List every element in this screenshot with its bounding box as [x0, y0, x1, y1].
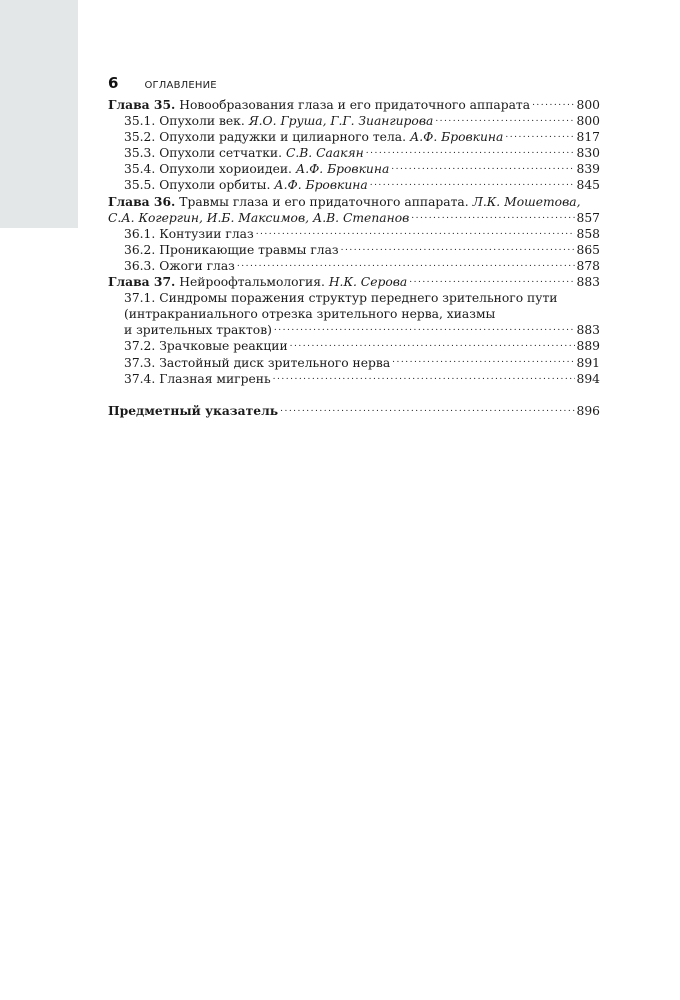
entry-number: 37.2. — [124, 339, 156, 354]
toc-entry-35-5[interactable] — [108, 177, 600, 193]
entry-author: С.В. Саакян — [285, 146, 364, 161]
entry-title: Опухоли век. — [159, 114, 245, 129]
entry-title: Зрачковые реакции — [159, 339, 288, 354]
entry-author: Я.О. Груша, Г.Г. Зиангирова — [248, 114, 434, 129]
page-ref: 891 — [576, 355, 600, 370]
page-header — [108, 74, 217, 94]
dot-leader — [273, 373, 575, 383]
toc-entry-chapter-37[interactable] — [108, 274, 600, 290]
entry-number: 35.2. — [124, 130, 156, 145]
page-ref: 857 — [576, 210, 600, 225]
entry-title: Опухоли орбиты. — [159, 178, 271, 193]
dot-leader — [341, 244, 575, 254]
entry-title-continued: (интракраниального отрезка зрительного нерва, хиазмы — [124, 307, 496, 322]
dot-leader — [274, 324, 575, 334]
entry-number: 35.5. — [124, 178, 156, 193]
entry-title-continued: и зрительных трактов) — [124, 323, 272, 338]
entry-title: Травмы глаза и его придаточного аппарата. — [179, 194, 469, 209]
dot-leader — [505, 131, 574, 141]
entry-title: Ожоги глаз — [159, 258, 235, 273]
entry-author: А.Ф. Бровкина — [409, 130, 504, 145]
toc-entry-35-3[interactable] — [108, 145, 600, 161]
dot-leader — [409, 276, 574, 286]
dot-leader — [391, 163, 574, 173]
dot-leader — [366, 147, 575, 157]
entry-title: Опухоли радужки и цилиарного тела. — [159, 130, 407, 145]
page-ref: 865 — [576, 242, 600, 257]
entry-title: Новообразования глаза и его придаточного аппарата — [179, 98, 531, 112]
table-of-contents — [108, 97, 600, 419]
entry-title: Глазная мигрень — [159, 371, 271, 386]
chapter-label: Глава 36. — [108, 193, 176, 209]
entry-title: Предметный указатель — [108, 402, 279, 418]
toc-entry-35-2[interactable] — [108, 129, 600, 145]
toc-entry-36-3[interactable] — [108, 258, 600, 274]
toc-entry-37-1[interactable] — [108, 290, 600, 306]
entry-title: Нейроофтальмология. — [179, 275, 325, 290]
page-ref: 894 — [576, 371, 600, 386]
dot-leader — [290, 340, 575, 350]
entry-author: Н.К. Серова — [328, 275, 408, 290]
page-ref: 830 — [576, 146, 600, 161]
page-ref: 883 — [576, 275, 600, 290]
page-number: 6 — [108, 74, 119, 92]
entry-number: 37.3. — [124, 355, 156, 370]
page-ref: 883 — [576, 323, 600, 338]
toc-entry-35-1[interactable] — [108, 113, 600, 129]
toc-entry-37-2[interactable] — [108, 338, 600, 354]
toc-entry-chapter-36-continued[interactable] — [108, 210, 600, 226]
section-spacer — [108, 387, 600, 403]
dot-leader — [435, 115, 574, 125]
entry-author: А.Ф. Бровкина — [295, 162, 390, 177]
entry-number: 37.4. — [124, 371, 156, 386]
dot-leader — [392, 357, 574, 367]
toc-entry-chapter-36[interactable] — [108, 194, 600, 210]
entry-title: Синдромы поражения структур переднего зрительного пути — [159, 291, 558, 306]
side-margin-band — [0, 0, 78, 228]
entry-number: 37.1. — [124, 291, 156, 306]
toc-entry-subject-index[interactable] — [108, 403, 600, 419]
dot-leader — [532, 99, 574, 109]
entry-number: 36.2. — [124, 242, 156, 257]
page-ref: 896 — [576, 403, 600, 418]
page-ref: 800 — [576, 114, 600, 129]
page-ref: 845 — [576, 178, 600, 193]
entry-number: 35.3. — [124, 146, 156, 161]
page-ref: 839 — [576, 162, 600, 177]
page-ref: 800 — [576, 98, 600, 112]
toc-entry-37-3[interactable] — [108, 355, 600, 371]
toc-entry-35-4[interactable] — [108, 161, 600, 177]
entry-number: 35.1. — [124, 114, 156, 129]
chapter-label: Глава 35. — [108, 97, 176, 112]
entry-author: Л.К. Мошетова, — [472, 194, 581, 209]
dot-leader — [370, 179, 575, 189]
entry-title: Опухоли хориоидеи. — [159, 162, 292, 177]
entry-title: Опухоли сетчатки. — [159, 146, 283, 161]
dot-leader — [237, 260, 575, 270]
chapter-label: Глава 37. — [108, 274, 176, 290]
page-ref: 858 — [576, 226, 600, 241]
entry-author: С.А. Когергин, И.Б. Максимов, А.В. Степанов — [108, 210, 410, 225]
toc-entry-36-2[interactable] — [108, 242, 600, 258]
toc-entry-37-4[interactable] — [108, 371, 600, 387]
page-ref: 878 — [576, 258, 600, 273]
dot-leader — [280, 405, 574, 415]
entry-title: Застойный диск зрительного нерва — [159, 355, 391, 370]
toc-entry-37-1-continued[interactable] — [108, 306, 600, 322]
page-ref: 817 — [576, 130, 600, 145]
entry-number: 35.4. — [124, 162, 156, 177]
toc-entry-chapter-35[interactable] — [108, 97, 600, 113]
entry-title: Проникающие травмы глаз — [159, 242, 339, 257]
entry-author: А.Ф. Бровкина — [274, 178, 368, 193]
toc-entry-36-1[interactable] — [108, 226, 600, 242]
entry-title: Контузии глаз — [159, 226, 254, 241]
toc-entry-37-1-end[interactable] — [108, 322, 600, 338]
entry-number: 36.3. — [124, 258, 156, 273]
running-title: ОГЛАВЛЕНИЕ — [144, 80, 217, 91]
dot-leader — [256, 228, 575, 238]
page-ref: 889 — [576, 339, 600, 354]
entry-number: 36.1. — [124, 226, 156, 241]
dot-leader — [411, 212, 574, 222]
